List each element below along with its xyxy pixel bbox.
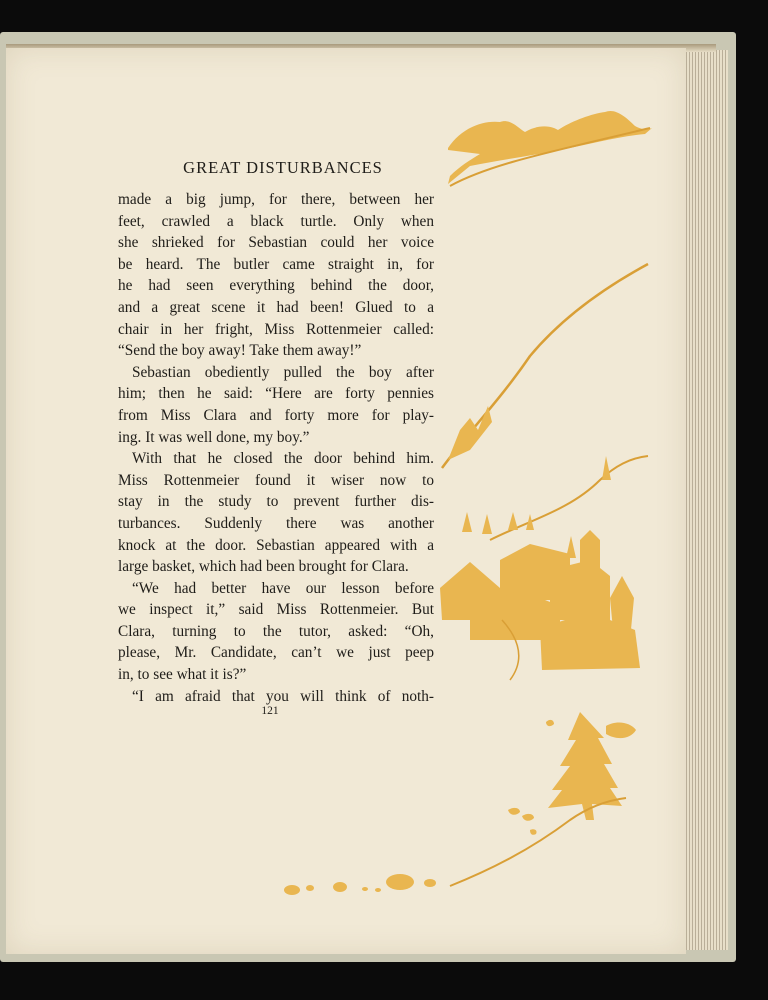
text-line: stay in the study to prevent further dis- (118, 493, 434, 511)
text-line: large basket, which had been brought for Clara. (118, 558, 409, 576)
text-line: and a great scene it had been! Glued to a (118, 298, 434, 316)
body-text (118, 189, 434, 707)
ground-blob (424, 879, 436, 887)
text-line: he had seen everything behind the door, (118, 277, 434, 295)
text-line: ing. It was well done, my boy.” (118, 428, 310, 446)
text-line: be heard. The butler came straight in, for (118, 255, 434, 273)
text-line: please, Mr. Candidate, can’t we just peep (118, 644, 434, 662)
text-line: With that he closed the door behind him. (132, 450, 434, 468)
text-line: Miss Rottenmeier found it wiser now to (118, 471, 434, 489)
text-line: made a big jump, for there, between her (118, 191, 434, 208)
text-line: she shrieked for Sebastian could her voice (118, 234, 434, 252)
ground-blob (362, 887, 368, 891)
page-number: 121 (261, 705, 279, 717)
text-line: chair in her fright, Miss Rottenmeier called: (118, 320, 434, 338)
running-head: GREAT DISTURBANCES (183, 158, 383, 177)
text-line: turbances. Suddenly there was another (118, 514, 434, 532)
text-line: “Send the boy away! Take them away!” (118, 342, 362, 360)
ground-blob (306, 885, 314, 891)
ground-blob (375, 888, 381, 892)
text-line: “We had better have our lesson before (132, 579, 434, 597)
text-line: “I am afraid that you will think of noth- (132, 687, 434, 705)
text-line: him; then he said: “Here are forty pennies (118, 385, 434, 403)
text-line: we inspect it,” said Miss Rottenmeier. But (118, 601, 434, 619)
ground-blob (284, 885, 300, 895)
text-line: Sebastian obediently pulled the boy after (132, 363, 434, 381)
ground-blob (333, 882, 347, 892)
text-line: feet, crawled a black turtle. Only when (118, 212, 434, 230)
ground-blob (386, 874, 414, 890)
text-line: from Miss Clara and forty more for play- (118, 406, 434, 424)
text-line: knock at the door. Sebastian appeared with a (118, 536, 434, 554)
text-line: Clara, turning to the tutor, asked: “Oh, (118, 622, 434, 640)
text-line: in, to see what it is?” (118, 666, 247, 684)
